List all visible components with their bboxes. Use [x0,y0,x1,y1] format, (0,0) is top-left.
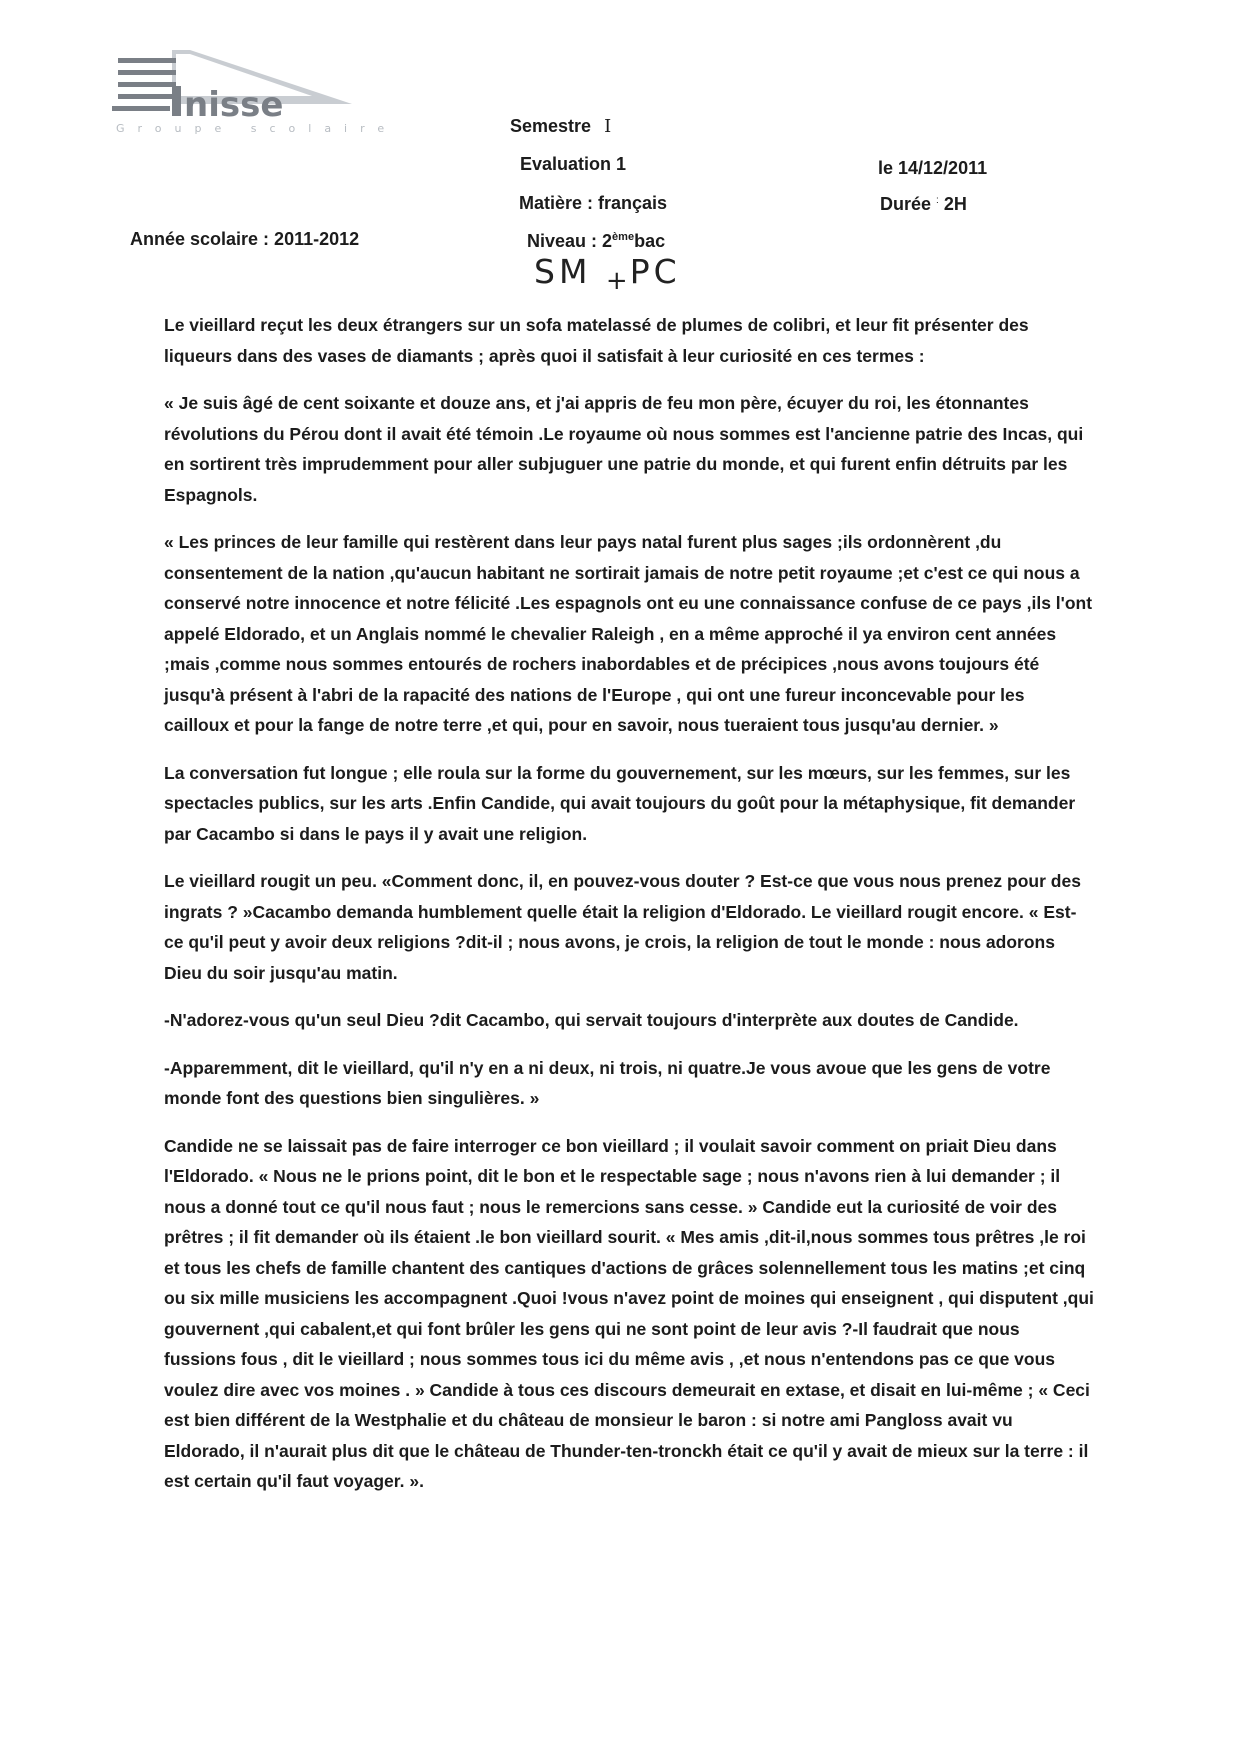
handwritten-plus: + [605,266,630,296]
paragraph: -Apparemment, dit le vieillard, qu'il n'y en a ni deux, ni trois, ni quatre.Je vous avoue que les gens de votre monde font des questions bien singulières. » [164,1057,1051,1108]
level [527,231,665,252]
logo-tagline: Groupe scolaire [116,122,398,135]
paragraph: « Les princes de leur famille qui restèrent dans leur pays natal furent plus sages ;ils ordonnèrent ,du consentement de la nation ,qu'aucun habitant ne sortirait jamais de notre petit royaume ;et c'est ce qui nous a conservé notre innocence et notre félicité .Les espagnols ont eu une connaissance confuse de ce pays ,ils l'ont appelé Eldorado, et un Anglais nommé le chevalier Raleigh , en a même approché il ya environ cent années ;mais ,comme nous sommes entourés de rochers inabordables et de précipices ,nous avons toujours été jusqu'à présent à l'abri de la rapacité des nations de l'Europe , qui ont une fureur inconcevable pour les cailloux et pour la fange de notre terre ,et qui, pour en savoir, nous tueraient tous jusqu'au dernier. » [164,532,1093,735]
duration: Durée : 2H [880,194,967,214]
school-logo [112,46,402,146]
subject: Matière : français [519,193,668,213]
level-prefix: Niveau : 2 [527,231,613,251]
paragraph: -N'adorez-vous qu'un seul Dieu ?dit Cacambo, qui servait toujours d'interprète aux doutes de Candide. [164,1010,1019,1030]
handwritten-left: SM [534,252,592,291]
paragraph: La conversation fut longue ; elle roula sur la forme du gouvernement, sur les mœurs, sur les femmes, sur les spectacles publics, sur les arts .Enfin Candide, qui avait toujours du goût pour la métaphysique, fit demander par Cacambo si dans le pays il y avait une religion. [164,762,1076,844]
semester-value: I [604,116,612,137]
duration-label: Durée [880,194,932,214]
logo-emblem [112,46,402,146]
level-suffix: bac [634,231,666,251]
exam-date: le 14/12/2011 [878,158,988,178]
level-superscript: ème [612,231,635,243]
exam-text [164,310,1094,1514]
duration-value: 2H [943,194,967,214]
paragraph: « Je suis âgé de cent soixante et douze ans, et j'ai appris de feu mon père, écuyer du roi, les étonnantes révolutions du Pérou dont il avait été témoin .Le royaume où nous sommes est l'ancienne patrie des Incas, qui en sortirent très imprudemment pour aller subjuguer une patrie du monde, et qui furent enfin détruits par les Espagnols. [164,393,1084,505]
handwritten-right: PC [629,252,681,291]
evaluation: Evaluation 1 [520,154,627,174]
paragraph: Candide ne se laissait pas de faire interroger ce bon vieillard ; il voulait savoir comment on priait Dieu dans l'Eldorado. « Nous ne le prions point, dit le bon et le respectable sage ; nous n'avons rien à lui demander ; il nous a donné tout ce qu'il nous faut ; nous le remercions sans cesse. » Candide eut la curiosité de voir des prêtres ; il fit demander où ils étaient .le bon vieillard sourit. « Mes amis ,dit-il,nous sommes tous prêtres ,le roi et tous les chefs de famille chantent des cantiques d'actions de grâces solennellement tous les matins ;et cinq ou six mille musiciens les accompagnent .Quoi !vous n'avez point de moines qui enseignent , qui disputent ,qui gouvernent ,qui cabalent,et qui font brûler les gens qui ne sont point de leur avis ?-Il faudrait que nous fussions fous , dit le vieillard ; nous sommes tous ici du même avis , ,et nous n'entendons pas ce que vous voulez dire avec vos moines . » Candide à tous ces discours demeurait en extase, et disait en lui-même ; « Ceci est bien différent de la Westphalie et du château de monsieur le baron : si notre ami Pangloss avait vu Eldorado, il n'aurait plus dit que le château de Thunder-ten-tronckh était ce qu'il y avait de mieux sur la terre : il est certain qu'il faut voyager. ». [164,1135,1094,1491]
handwritten-class-note [534,252,681,296]
paragraph: Le vieillard rougit un peu. «Comment donc, il, en pouvez-vous douter ? Est-ce que vous nous prenez pour des ingrats ? »Cacambo demanda humblement quelle était la religion d'Eldorado. Le vieillard rougit encore. « Est-ce qu'il peut y avoir deux religions ?dit-il ; nous avons, je crois, la religion de tout le monde : nous adorons Dieu du soir jusqu'au matin. [164,871,1081,983]
semester [510,116,611,137]
school-year: Année scolaire : 2011-2012 [130,229,360,249]
paragraph: Le vieillard reçut les deux étrangers sur un sofa matelassé de plumes de colibri, et leur fit présenter des liqueurs dans des vases de diamants ; après quoi il satisfait à leur curiosité en ces termes : [164,315,1029,366]
semester-label: Semestre [510,116,592,136]
logo-name: nisse [184,85,284,125]
